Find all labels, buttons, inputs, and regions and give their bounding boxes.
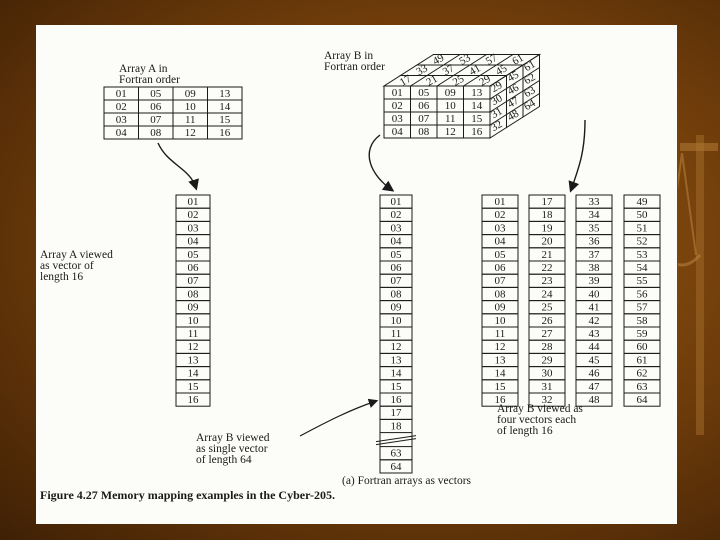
four-vectors-value: 61	[636, 354, 648, 367]
four-vectors-value: 63	[636, 380, 648, 393]
array-a-value: 07	[150, 114, 162, 126]
array-b-side-value: 61	[521, 58, 538, 75]
arrow-caption-to-vector-b	[300, 401, 376, 436]
array-a-value: 13	[219, 88, 231, 100]
vector-a-value: 07	[187, 275, 199, 288]
four-vectors-value: 50	[636, 209, 648, 222]
array-b-side-value: 47	[505, 94, 522, 111]
array-b-value: 04	[391, 126, 403, 138]
array-b-side-value: 48	[505, 107, 522, 124]
four-vectors-value: 51	[636, 222, 648, 235]
four-vectors-value: 48	[588, 394, 600, 406]
array-a-grid	[104, 87, 242, 139]
four-vectors-value: 05	[494, 248, 506, 261]
array-b-top-value: 29	[477, 72, 493, 89]
vector-a-value: 12	[187, 341, 199, 354]
array-b-side-value: 32	[488, 118, 505, 135]
vector-b-value: 09	[390, 301, 402, 314]
array-b-value: 10	[444, 100, 456, 112]
four-vectors-value: 03	[494, 222, 506, 235]
four-vectors-value: 42	[588, 314, 600, 327]
vector-b-break-mark	[376, 436, 416, 442]
vector-a-value: 03	[187, 222, 199, 235]
array-b-top-value: 33	[414, 62, 430, 79]
vector-a-caption-line3: length 16	[40, 271, 84, 283]
array-a-value: 14	[219, 101, 231, 113]
array-b-top-value: 53	[457, 51, 473, 68]
vector-b-value: 17	[390, 407, 402, 420]
four-vectors-value: 64	[636, 394, 648, 406]
vector-b-value: 03	[390, 222, 402, 235]
four-vectors-value: 17	[541, 196, 553, 208]
four-vectors-value: 37	[588, 248, 600, 261]
four-vectors-value: 46	[588, 367, 600, 380]
array-b-top-value: 37	[440, 62, 457, 79]
four-vectors-value: 28	[541, 341, 553, 354]
four-vectors-value: 60	[636, 341, 648, 354]
arrow-a-to-vector	[158, 143, 196, 188]
vector-b-value: 64	[390, 460, 402, 473]
vector-b-value: 13	[390, 354, 402, 367]
array-b-value: 11	[444, 113, 456, 125]
four-vectors-value: 38	[588, 262, 600, 274]
array-b-value: 02	[391, 100, 403, 112]
four-vectors-value: 35	[588, 222, 600, 235]
four-vectors-value: 29	[541, 354, 553, 367]
four-vectors-value: 45	[588, 354, 600, 367]
array-b-value: 08	[418, 126, 430, 138]
array-b-value: 13	[471, 87, 483, 99]
vector-a-column	[176, 195, 210, 406]
four-vectors-caption-line1: Array B viewed as	[497, 403, 583, 415]
vector-a-value: 16	[187, 394, 199, 406]
four-vectors-value: 12	[494, 341, 506, 354]
vector-a-value: 15	[187, 380, 199, 393]
array-b-side-value: 29	[488, 79, 505, 96]
vector-b-value: 04	[390, 235, 402, 248]
four-vectors-value: 08	[494, 288, 506, 301]
array-b-top-value: 61	[510, 51, 526, 68]
arrow-b-to-vector	[369, 135, 392, 190]
four-vectors-value: 43	[588, 328, 600, 340]
four-vectors-value: 62	[636, 367, 648, 380]
four-vectors-value: 22	[541, 262, 553, 274]
four-vectors-value: 19	[541, 222, 553, 235]
array-b-side-value: 30	[488, 92, 505, 109]
four-vectors-value: 54	[636, 262, 648, 274]
four-vectors-caption-line2: four vectors each	[497, 414, 577, 426]
array-a-value: 08	[150, 127, 162, 139]
vector-b-value: 01	[390, 196, 402, 208]
array-a-value: 02	[115, 101, 127, 113]
four-vectors-value: 58	[636, 314, 648, 327]
four-vectors-value: 32	[541, 394, 553, 406]
vector-a-caption-line1: Array A viewed	[40, 249, 113, 261]
four-vectors-value: 20	[541, 235, 553, 248]
four-vectors-value: 40	[588, 288, 600, 301]
vector-b-value: 05	[390, 248, 402, 261]
four-vectors-value: 56	[636, 288, 648, 301]
vector-a-value: 09	[187, 301, 199, 314]
four-vectors-value: 47	[588, 380, 600, 393]
vector-a-value: 08	[187, 288, 199, 301]
vector-b-value: 02	[390, 209, 402, 222]
array-b-top-value: 57	[483, 51, 500, 68]
array-b-value: 01	[391, 87, 403, 99]
array-a-value: 05	[150, 88, 162, 100]
array-b-top-value: 21	[424, 72, 440, 89]
four-vectors-value: 26	[541, 314, 553, 327]
vector-b-value: 15	[390, 380, 402, 393]
four-vectors-value: 11	[494, 328, 506, 340]
four-vectors-group	[482, 195, 660, 406]
array-b-top-value: 45	[493, 62, 510, 79]
array-b-side-value: 31	[488, 105, 505, 122]
array-b-caption-line2: Fortran order	[324, 61, 385, 73]
four-vectors-value: 39	[588, 275, 600, 288]
four-vectors-value: 55	[636, 275, 648, 288]
four-vectors-value: 02	[494, 209, 506, 222]
four-vectors-value: 23	[541, 275, 553, 288]
four-vectors-value: 18	[541, 209, 553, 222]
vector-b-value: 08	[390, 288, 402, 301]
four-vectors-value: 30	[541, 367, 553, 380]
four-vectors-value: 59	[636, 328, 648, 340]
vector-a-value: 05	[187, 248, 199, 261]
array-a-value: 01	[115, 88, 127, 100]
four-vectors-value: 34	[588, 209, 600, 222]
vector-b-value: 63	[390, 447, 402, 460]
four-vectors-value: 16	[494, 394, 506, 406]
array-a-caption-line1: Array A in	[119, 63, 168, 75]
four-vectors-value: 06	[494, 262, 506, 274]
array-b-value: 05	[418, 87, 430, 99]
array-a-value: 04	[115, 127, 127, 139]
vector-a-value: 01	[187, 196, 199, 208]
array-b-caption-line1: Array B in	[324, 50, 374, 62]
array-b-value: 12	[444, 126, 456, 138]
vector-b-value: 14	[390, 367, 402, 380]
array-b-side-value: 45	[505, 68, 522, 85]
array-b-top-value: 41	[467, 62, 483, 79]
four-vectors-value: 25	[541, 301, 553, 314]
vector-b-column	[376, 195, 416, 473]
vector-a-value: 13	[187, 354, 199, 367]
four-vectors-value: 15	[494, 380, 506, 393]
array-a-value: 16	[219, 127, 231, 139]
vector-b-value: 12	[390, 341, 402, 354]
four-vectors-value: 14	[494, 367, 506, 380]
vector-a-caption-line2: as vector of	[40, 260, 94, 272]
vector-b-caption-line3: of length 64	[196, 454, 252, 466]
vector-b-value: 07	[390, 275, 402, 288]
vector-a-value: 04	[187, 235, 199, 248]
vector-a-value: 14	[187, 367, 199, 380]
array-b-value: 09	[444, 87, 456, 99]
four-vectors-value: 27	[541, 328, 553, 340]
four-vectors-value: 10	[494, 314, 506, 327]
four-vectors-value: 53	[636, 248, 648, 261]
arrow-b-to-four-vectors	[571, 120, 585, 190]
vector-b-break-mark	[376, 439, 416, 445]
array-a-value: 11	[184, 114, 196, 126]
vector-b-value: 11	[390, 328, 402, 340]
vector-b-caption-line2: as single vector	[196, 443, 268, 455]
array-b-value: 16	[471, 126, 483, 138]
vector-b-value: 06	[390, 262, 402, 274]
four-vectors-value: 04	[494, 235, 506, 248]
four-vectors-value: 01	[494, 196, 506, 208]
four-vectors-caption-line3: of length 16	[497, 425, 553, 437]
four-vectors-value: 24	[541, 288, 553, 301]
vector-a-value: 02	[187, 209, 199, 222]
vector-a-value: 11	[187, 328, 199, 340]
array-a-value: 09	[184, 88, 196, 100]
array-b-cube	[384, 52, 540, 138]
four-vectors-value: 41	[588, 301, 600, 314]
four-vectors-value: 07	[494, 275, 506, 288]
four-vectors-value: 33	[588, 196, 600, 208]
four-vectors-value: 21	[541, 248, 553, 261]
four-vectors-value: 57	[636, 301, 648, 314]
array-a-value: 15	[219, 114, 231, 126]
array-b-value: 14	[471, 100, 483, 112]
vector-b-value: 10	[390, 314, 402, 327]
four-vectors-value: 44	[588, 341, 600, 354]
vector-b-caption-line1: Array B viewed	[196, 432, 270, 444]
array-b-side-value: 46	[505, 81, 522, 98]
array-b-value: 06	[418, 100, 430, 112]
array-a-value: 06	[150, 101, 162, 113]
four-vectors-value: 49	[636, 196, 648, 208]
vector-a-value: 10	[187, 314, 199, 327]
four-vectors-value: 52	[636, 235, 648, 248]
array-b-top-value: 49	[430, 51, 447, 68]
four-vectors-value: 09	[494, 301, 506, 314]
four-vectors-value: 36	[588, 235, 600, 248]
array-b-top-value: 25	[450, 72, 467, 89]
vector-b-value: 18	[390, 420, 402, 433]
array-b-value: 15	[471, 113, 483, 125]
four-vectors-value: 13	[494, 354, 506, 367]
vector-a-value: 06	[187, 262, 199, 274]
array-b-side-value: 63	[521, 84, 538, 101]
array-b-value: 03	[391, 113, 403, 125]
four-vectors-value: 31	[541, 380, 553, 393]
array-a-value: 12	[184, 127, 196, 139]
array-b-value: 07	[418, 113, 430, 125]
vector-b-value: 16	[390, 394, 402, 406]
subcaption: (a) Fortran arrays as vectors	[342, 475, 471, 487]
array-b-side-value: 64	[521, 97, 538, 114]
array-a-caption-line2: Fortran order	[119, 74, 180, 86]
figure-caption: Figure 4.27 Memory mapping examples in the Cyber-205.	[40, 488, 335, 502]
array-b-side-value: 62	[521, 71, 538, 88]
array-a-value: 10	[184, 101, 196, 113]
array-a-value: 03	[115, 114, 127, 126]
array-b-top-value: 17	[397, 72, 414, 89]
